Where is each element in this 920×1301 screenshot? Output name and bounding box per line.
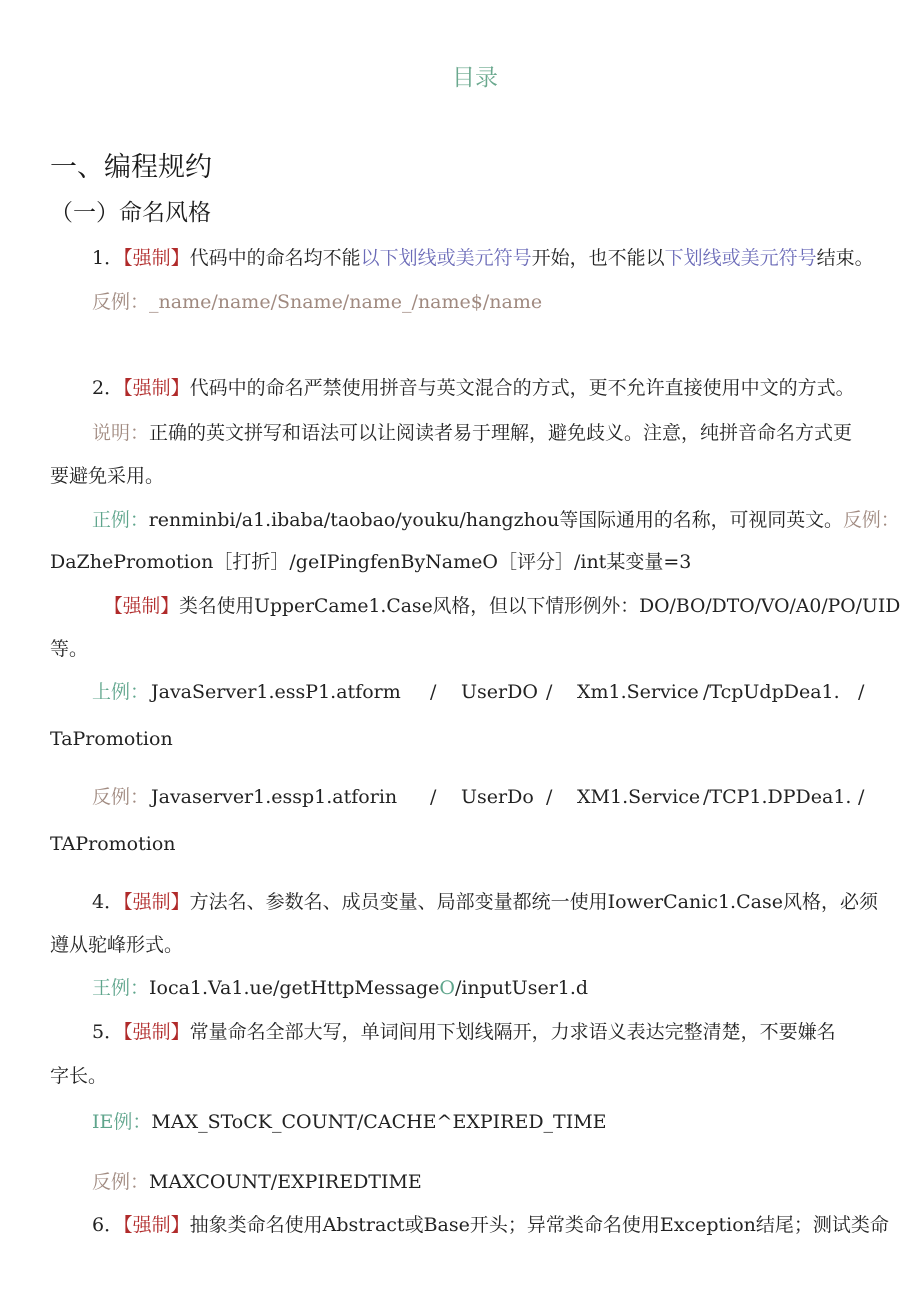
subsection-heading: （一）命名风格 <box>50 200 211 226</box>
rule-1-highlight-2: 下划线或美元符号 <box>664 247 817 269</box>
rule-3-correct-line-2: TaPromotion <box>50 728 173 750</box>
rule-3 <box>104 594 900 618</box>
correct-example-label: 王例： <box>92 977 150 999</box>
correct-example-text-a: Ioca1.Va1.ue/getHttpMessage <box>149 977 440 999</box>
rule-3-counter-item: Javaserver1.essp1.atforin <box>151 786 398 808</box>
mandatory-tag: 【强制】 <box>123 247 190 269</box>
rule-3-correct-item: UserDO <box>461 681 538 703</box>
rule-5-counter-example <box>92 1170 422 1194</box>
correct-example-label: 正例： <box>92 509 149 531</box>
rule-3-counter-item: / <box>858 786 865 808</box>
rule-3-correct-item: / <box>546 681 553 703</box>
rule-2 <box>92 376 855 400</box>
rule-5-text-b: 字长。 <box>50 1065 108 1087</box>
rule-3-counter-item: /TCP1.DPDea1. <box>703 786 852 808</box>
rule-4-number: 4． <box>92 891 124 913</box>
section-heading: 一、编程规约 <box>50 152 212 183</box>
note-label: 说明： <box>92 422 150 444</box>
rule-3-counter-item: / <box>430 786 437 808</box>
rule-5 <box>92 1020 836 1044</box>
counter-example-label: 反例： <box>92 291 150 313</box>
rule-2-note-line-2: 要避免采用。 <box>50 465 165 487</box>
rule-3-correct-item: / <box>430 681 437 703</box>
rule-1-counter-example <box>92 290 542 314</box>
rule-6-text: 抽象类命名使用Abstract或Base开头；异常类命名使用Exception结尾；测试类命 <box>189 1214 889 1236</box>
rule-5-correct-example <box>92 1110 607 1134</box>
rule-5-text-a: 常量命名全部大写，单词间用下划线隔开，力求语义表达完整清楚，不要嫌名 <box>189 1021 836 1043</box>
rule-3-counter-line-2: TAPromotion <box>50 833 176 855</box>
mandatory-tag: 【强制】 <box>104 595 180 617</box>
rule-4 <box>92 890 878 914</box>
rule-3-counter-item: XM1.Service <box>577 786 701 808</box>
rule-3-correct-example <box>92 680 149 704</box>
counter-example-label: 反例： <box>92 786 150 808</box>
correct-example-text: MAX_SToCK_COUNT/CACHE^EXPIRED_TIME <box>151 1111 607 1133</box>
mandatory-tag: 【强制】 <box>123 1214 190 1236</box>
rule-1-number: 1． <box>92 247 124 269</box>
correct-example-o: O <box>439 977 455 999</box>
counter-example-text: _name/name/Sname/name_/name$/name <box>149 291 543 313</box>
rule-5-number: 5． <box>92 1021 124 1043</box>
correct-example-label: 上例： <box>92 681 150 703</box>
rule-4-correct-example <box>92 976 588 1000</box>
rule-3-text-b: 等。 <box>50 638 89 660</box>
rule-3-counter-item: / <box>546 786 553 808</box>
mandatory-tag: 【强制】 <box>123 377 190 399</box>
correct-example-text: renminbi/a1.ibaba/taobao/youku/hangzhou等国际通用的名称，可视同英文。 <box>148 509 843 531</box>
toc-title: 目录 <box>452 65 498 91</box>
rule-2-text: 代码中的命名严禁使用拼音与英文混合的方式，更不允许直接使用中文的方式。 <box>189 377 855 399</box>
correct-example-text-b: /inputUser1.d <box>454 977 589 999</box>
rule-3-correct-item: / <box>858 681 865 703</box>
rule-2-counter-example-text: DaZhePromotion［打折］/geIPingfenByNameO［评分］/int某变量=3 <box>50 551 692 573</box>
counter-example-text: MAXCOUNT/EXPIREDTIME <box>149 1171 422 1193</box>
rule-1 <box>92 246 874 270</box>
rule-4-text-b: 遵从驼峰形式。 <box>50 934 184 956</box>
rule-2-examples <box>92 508 900 532</box>
mandatory-tag: 【强制】 <box>123 891 190 913</box>
rule-3-text-a: 类名使用UpperCame1.Case风格，但以下情形例外：DO/BO/DTO/VO/A0/PO/UID <box>179 595 901 617</box>
rule-3-counter-example <box>92 785 149 809</box>
rule-3-counter-item: UserDo <box>461 786 534 808</box>
rule-1-text-c: 结束。 <box>816 247 874 269</box>
note-line-1: 正确的英文拼写和语法可以让阅读者易于理解，避免歧义。注意，纯拼音命名方式更 <box>149 422 853 444</box>
rule-1-highlight-1: 以下划线或美元符号 <box>360 247 532 269</box>
counter-example-label: 反例： <box>842 509 900 531</box>
mandatory-tag: 【强制】 <box>123 1021 190 1043</box>
rule-3-correct-item: Xm1.Service <box>577 681 699 703</box>
rule-6 <box>92 1213 889 1237</box>
correct-example-label: IE例： <box>92 1111 152 1133</box>
rule-1-text-b: 开始，也不能以 <box>531 247 665 269</box>
rule-4-text-a: 方法名、参数名、成员变量、局部变量都统一使用IowerCanic1.Case风格，必须 <box>189 891 878 913</box>
rule-3-correct-item: /TcpUdpDea1. <box>703 681 840 703</box>
rule-1-text-a: 代码中的命名均不能 <box>189 247 361 269</box>
rule-6-number: 6． <box>92 1214 124 1236</box>
rule-2-number: 2． <box>92 377 124 399</box>
rule-2-note <box>92 421 852 445</box>
rule-3-correct-item: JavaServer1.essP1.atform <box>151 681 401 703</box>
counter-example-label: 反例： <box>92 1171 150 1193</box>
